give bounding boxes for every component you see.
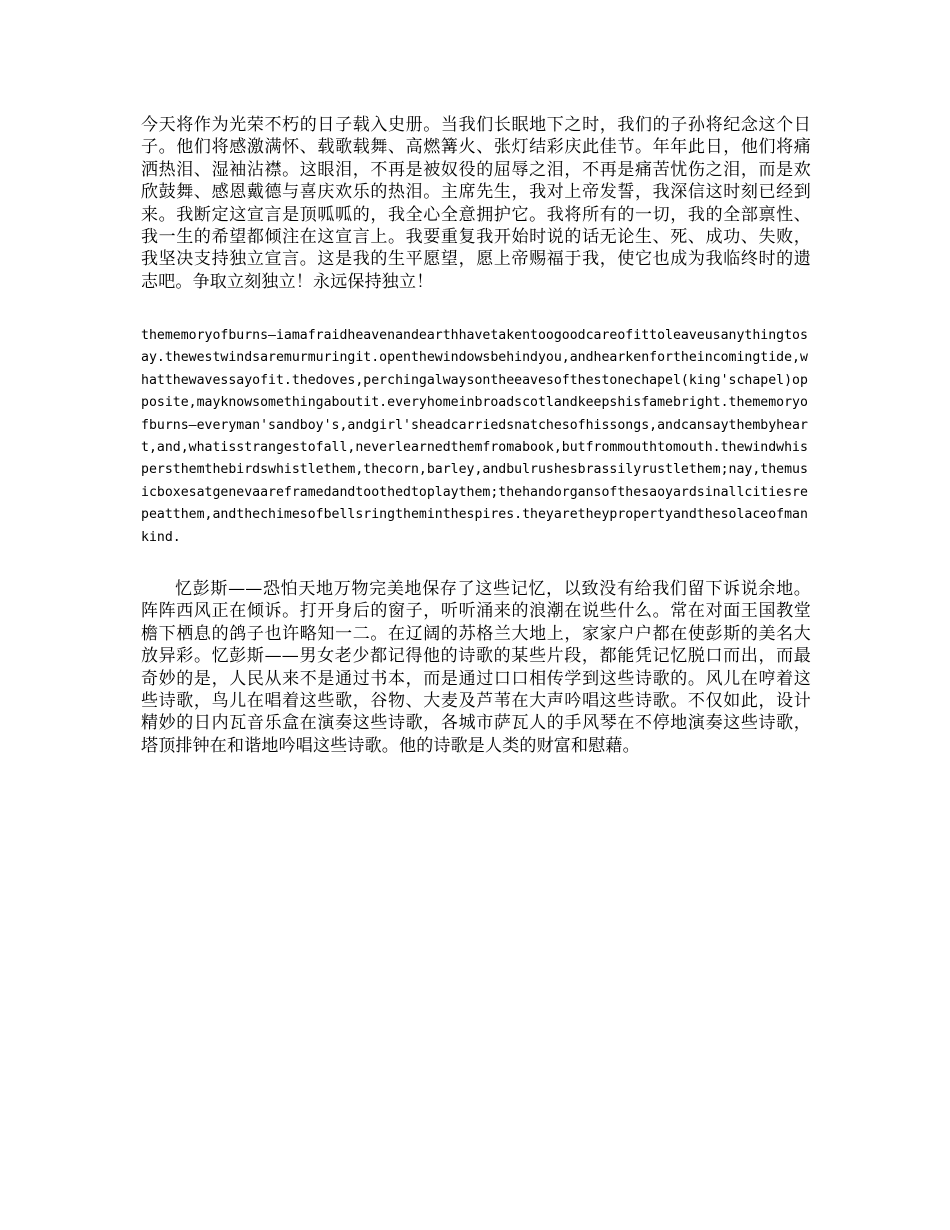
paragraph-chinese-declaration: 今天将作为光荣不朽的日子载入史册。当我们长眠地下之时，我们的子孙将纪念这个日子。他们将感激满怀、载歌载舞、高燃篝火、张灯结彩庆此佳节。年年此日，他们将痛洒热泪、湿袖沾襟。这眼泪，不再是被奴役的屈辱之泪，不再是痛苦忧伤之泪，而是欢欣鼓舞、感恩戴德与喜庆欢乐的热泪。主席先生，我对上帝发誓，我深信这时刻已经到来。我断定这宣言是顶呱呱的，我全心全意拥护它。我将所有的一切，我的全部禀性、我一生的希望都倾注在这宣言上。我要重复我开始时说的话无论生、死、成功、失败，我坚决支持独立宣言。这是我的生平愿望，愿上帝赐福于我，使它也成为我临终时的遗志吧。争取立刻独立！永远保持独立！ <box>141 115 811 292</box>
paragraph-chinese-burns: 忆彭斯——恐怕天地万物完美地保存了这些记忆，以致没有给我们留下诉说余地。阵阵西风正在倾诉。打开身后的窗子，听听涌来的浪潮在说些什么。常在对面王国教堂檐下栖息的鸽子也许略知一二。在辽阔的苏格兰大地上，家家户户都在使彭斯的美名大放异彩。忆彭斯——男女老少都记得他的诗歌的某些片段，都能凭记忆脱口而出，而最奇妙的是，人民从来不是通过书本，而是通过口口相传学到这些诗歌的。风儿在哼着这些诗歌，鸟儿在唱着这些歌，谷物、大麦及芦苇在大声吟唱这些诗歌。不仅如此，设计精妙的日内瓦音乐盒在演奏这些诗歌，各城市萨瓦人的手风琴在不停地演奏这些诗歌，塔顶排钟在和谐地吟唱这些诗歌。他的诗歌是人类的财富和慰藉。 <box>141 579 811 756</box>
paragraph-english-burns: thememoryofburns—iamafraidheavenandearthhavetakentoogoodcareofittoleaveusanythingtosay.thewestwindsaremurmuringit.openthewindowsbehindyou,andhearkenfortheincomingtide,whatthewavessayofit.thedoves,perchingalwaysontheeavesofthestonechapel(king'schapel)opposite,mayknowsomethingaboutit.everyhomeinbroadscotlandkeepshisfamebright.thememoryofburns—everyman'sandboy's,andgirl'sheadcarriedsnatchesofhissongs,andcansaythembyheart,and,whatisstrangestofall,neverlearnedthemfromabook,butfrommouthtomouth.thewindwhispersthemthebirdswhistlethem,thecorn,barley,andbulrushesbrassilyrustlethem;nay,themusicboxesatgenevaareframedandtoothedtoplaythem;thehandorgansofthesaoyardsinallcitiesrepeatthem,andthechimesofbellsringtheminthespires.theyaretheypropertyandthesolaceofmankind. <box>141 328 808 545</box>
